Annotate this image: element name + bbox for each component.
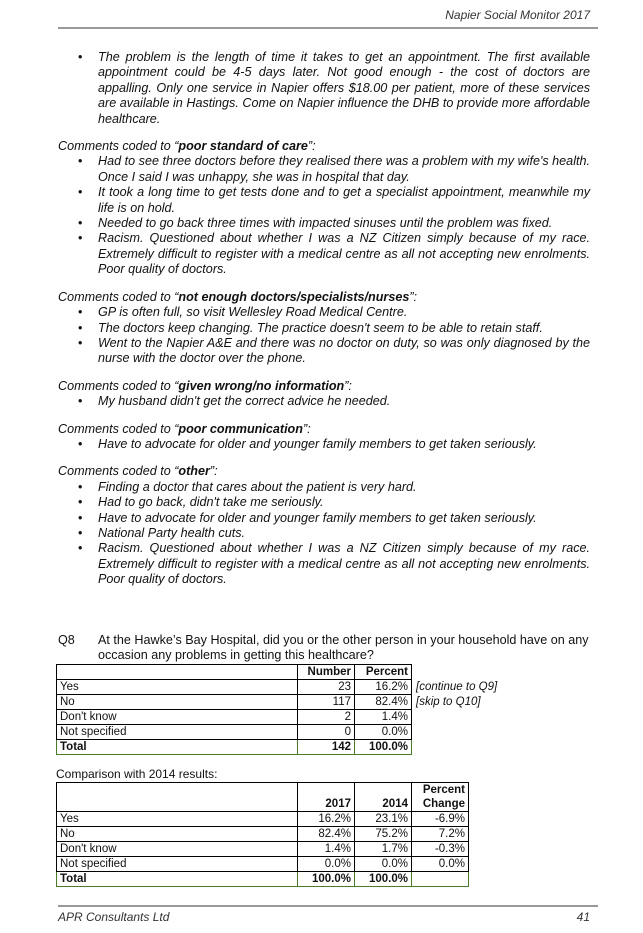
row-label: Yes bbox=[57, 680, 298, 695]
row-2014: 75.2% bbox=[355, 827, 412, 842]
row-note: [skip to Q10] bbox=[416, 696, 481, 708]
row-percent: 16.2% bbox=[355, 680, 412, 695]
header-rule bbox=[58, 27, 598, 29]
page-footer bbox=[58, 910, 590, 924]
col-header-percent-change bbox=[412, 783, 469, 812]
row-label: Don't know bbox=[57, 842, 298, 857]
table-total-row bbox=[57, 740, 529, 755]
total-2014: 100.0% bbox=[355, 872, 412, 887]
section-prefix: Comments coded to “ bbox=[58, 421, 179, 436]
q8-results-table bbox=[56, 664, 529, 755]
table-row bbox=[57, 695, 529, 710]
section-prefix: Comments coded to “ bbox=[58, 289, 179, 304]
col-header-2014: 2014 bbox=[355, 783, 412, 812]
section-code: given wrong/no information bbox=[178, 378, 345, 393]
row-change: -6.9% bbox=[412, 812, 469, 827]
table-row bbox=[57, 857, 469, 872]
list-item: • Racism. Questioned about whether I was a NZ Citizen simply because of my race. Extremely difficult to register with a medical centre as all not accepting new enrolments. Poor quality of doctors. bbox=[58, 541, 590, 587]
list-item: • Went to the Napier A&E and there was no doctor on duty, so was only diagnosed by the nurse with the doctor over the phone. bbox=[58, 336, 590, 367]
section-code: not enough doctors/specialists/nurses bbox=[178, 289, 410, 304]
row-label: No bbox=[57, 827, 298, 842]
list-item: • Have to advocate for older and younger family members to get taken seriously. bbox=[58, 511, 590, 526]
table-header-row bbox=[57, 665, 529, 680]
section-prefix: Comments coded to “ bbox=[58, 464, 179, 479]
question-q8 bbox=[58, 633, 590, 663]
list-item: • The problem is the length of time it takes to get an appointment. The first available appointment could be 4-5 days later. Not good enough - the cost of doctors are appalling. Only one service in Napier offers $18.00 per patient, more of these services are available in Hastings. Come on Napier influence the DHB to provide more affordable healthcare. bbox=[58, 50, 590, 127]
row-note bbox=[412, 725, 529, 740]
page-header: Napier Social Monitor 2017 bbox=[445, 8, 590, 22]
table-row bbox=[57, 725, 529, 740]
row-percent: 1.4% bbox=[355, 710, 412, 725]
section-prefix: Comments coded to “ bbox=[58, 378, 179, 393]
row-2014: 0.0% bbox=[355, 857, 412, 872]
list-item: • Had to see three doctors before they realised there was a problem with my wife's health. Once I said I was unhappy, she was in hospital that day. bbox=[58, 154, 590, 185]
list-item: • The doctors keep changing. The practice doesn't seem to be able to retain staff. bbox=[58, 321, 590, 336]
question-text: At the Hawke’s Bay Hospital, did you or the other person in your household have on any occasion any problems in getting this healthcare? bbox=[98, 633, 589, 662]
section-code: other bbox=[178, 464, 210, 479]
section-heading bbox=[58, 290, 590, 305]
total-label: Total bbox=[57, 872, 298, 887]
blank-header-cell bbox=[57, 665, 298, 680]
total-number: 142 bbox=[298, 740, 355, 755]
row-label: Not specified bbox=[57, 857, 298, 872]
col-header-number: Number bbox=[298, 665, 355, 680]
total-change bbox=[412, 872, 469, 887]
list-item: • Had to go back, didn't take me seriously. bbox=[58, 495, 590, 510]
row-change: -0.3% bbox=[412, 842, 469, 857]
row-percent: 82.4% bbox=[355, 695, 412, 710]
row-percent: 0.0% bbox=[355, 725, 412, 740]
section-bullets bbox=[58, 154, 590, 277]
section-heading bbox=[58, 422, 590, 437]
list-item: • National Party health cuts. bbox=[58, 526, 590, 541]
section-heading bbox=[58, 379, 590, 394]
section-bullets bbox=[58, 437, 590, 452]
row-label: No bbox=[57, 695, 298, 710]
total-percent: 100.0% bbox=[355, 740, 412, 755]
row-label: Don't know bbox=[57, 710, 298, 725]
row-number: 23 bbox=[298, 680, 355, 695]
row-note: [continue to Q9] bbox=[416, 681, 498, 693]
row-2017: 1.4% bbox=[298, 842, 355, 857]
blank-header-cell bbox=[57, 783, 298, 812]
col-header-percent: Percent bbox=[355, 665, 412, 680]
table-total-row bbox=[57, 872, 469, 887]
section-suffix: ”: bbox=[307, 139, 316, 154]
section-suffix: ”: bbox=[409, 289, 418, 304]
section-code: poor standard of care bbox=[178, 139, 308, 154]
row-2017: 82.4% bbox=[298, 827, 355, 842]
section-suffix: ”: bbox=[344, 378, 352, 393]
row-2017: 16.2% bbox=[298, 812, 355, 827]
comments-content bbox=[58, 50, 590, 588]
section-suffix: ”: bbox=[209, 464, 218, 479]
list-item: • Racism. Questioned about whether I was a NZ Citizen simply because of my race. Extremely difficult to register with a medical centre as all not accepting new enrolments. Poor quality of doctors. bbox=[58, 231, 590, 277]
row-number: 0 bbox=[298, 725, 355, 740]
section-heading bbox=[58, 139, 590, 154]
table-header-row bbox=[57, 783, 469, 812]
row-change: 7.2% bbox=[412, 827, 469, 842]
row-number: 2 bbox=[298, 710, 355, 725]
col-header-2017: 2017 bbox=[298, 783, 355, 812]
row-2017: 0.0% bbox=[298, 857, 355, 872]
col-header-percent: Percent bbox=[422, 784, 465, 796]
table-row bbox=[57, 680, 529, 695]
table-row bbox=[57, 710, 529, 725]
section-prefix: Comments coded to “ bbox=[58, 139, 179, 154]
section-bullets bbox=[58, 480, 590, 588]
table-row bbox=[57, 812, 469, 827]
comparison-table bbox=[56, 782, 469, 887]
comparison-title: Comparison with 2014 results: bbox=[56, 767, 218, 781]
question-number: Q8 bbox=[58, 633, 75, 647]
section-suffix: ”: bbox=[302, 421, 311, 436]
row-2014: 1.7% bbox=[355, 842, 412, 857]
list-item: • GP is often full, so visit Wellesley Road Medical Centre. bbox=[58, 305, 590, 320]
row-label: Yes bbox=[57, 812, 298, 827]
list-item: • Finding a doctor that cares about the patient is very hard. bbox=[58, 480, 590, 495]
total-2017: 100.0% bbox=[298, 872, 355, 887]
row-2014: 23.1% bbox=[355, 812, 412, 827]
col-header-change: Change bbox=[422, 798, 465, 810]
list-item: • Needed to go back three times with impacted sinuses until the problem was fixed. bbox=[58, 216, 590, 231]
section-code: poor communication bbox=[178, 421, 303, 436]
section-bullets bbox=[58, 394, 590, 409]
table-row bbox=[57, 842, 469, 857]
footer-rule bbox=[58, 905, 598, 907]
footer-company: APR Consultants Ltd bbox=[58, 910, 170, 924]
section-heading bbox=[58, 464, 590, 479]
intro-bullets bbox=[58, 50, 590, 127]
row-change: 0.0% bbox=[412, 857, 469, 872]
row-label: Not specified bbox=[57, 725, 298, 740]
row-number: 117 bbox=[298, 695, 355, 710]
row-note bbox=[412, 710, 529, 725]
section-bullets bbox=[58, 305, 590, 367]
table-row bbox=[57, 827, 469, 842]
total-label: Total bbox=[57, 740, 298, 755]
list-item: • It took a long time to get tests done and to get a specialist appointment, meanwhile my life is on hold. bbox=[58, 185, 590, 216]
comment-sections bbox=[58, 139, 590, 588]
list-item: • My husband didn't get the correct advice he needed. bbox=[58, 394, 590, 409]
list-item: • Have to advocate for older and younger family members to get taken seriously. bbox=[58, 437, 590, 452]
page-number: 41 bbox=[576, 910, 590, 924]
